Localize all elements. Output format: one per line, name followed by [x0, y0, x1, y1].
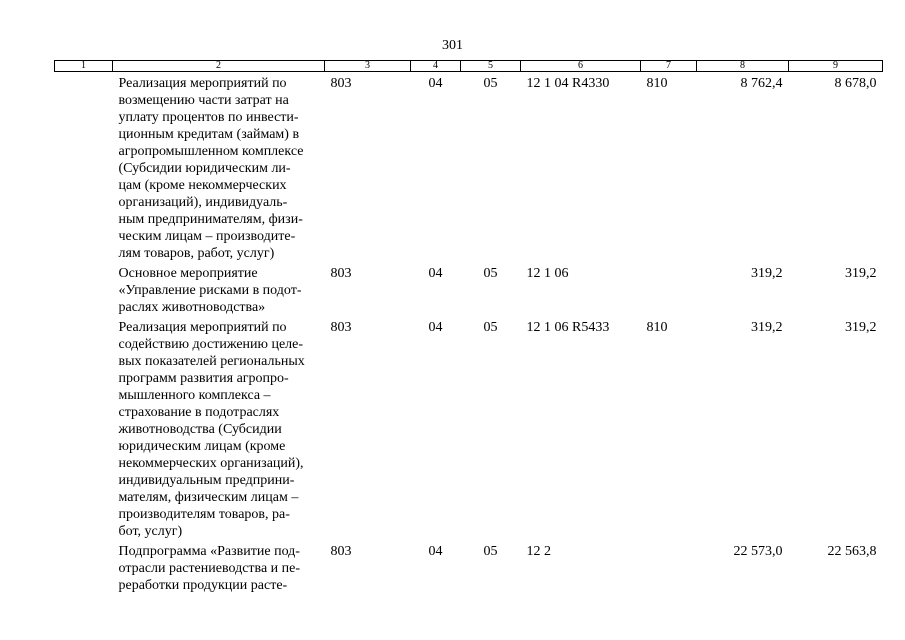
- subsection-code-cell: 05: [483, 320, 498, 335]
- column-header-4: 4: [411, 61, 461, 72]
- amount-1-cell: 319,2: [751, 266, 783, 281]
- item-name-line: уплату процентов по инвести-: [118, 110, 299, 125]
- table-row: [55, 540, 883, 594]
- item-name-line: цам (кроме некоммерческих: [118, 178, 287, 193]
- table-row: [55, 72, 883, 263]
- item-name-line: возмещению части затрат на: [118, 93, 289, 108]
- budget-table: [54, 60, 883, 594]
- column-header-5: 5: [461, 61, 521, 72]
- column-header-2: 2: [113, 61, 325, 72]
- ministry-code-cell: 803: [330, 544, 352, 559]
- expense-type-cell: 810: [646, 320, 668, 335]
- item-name-line: лям товаров, работ, услуг): [118, 246, 275, 261]
- item-name-line: (Субсидии юридическим ли-: [118, 161, 291, 176]
- table-row: [55, 262, 883, 316]
- item-name-line: ным предпринимателям, физи-: [118, 212, 303, 227]
- ministry-code-cell: 803: [330, 76, 352, 91]
- item-name-line: агропромышленном комплексе: [118, 144, 304, 159]
- item-name-cell: [113, 262, 325, 316]
- row-number-cell: [55, 262, 113, 316]
- row-number-cell: [55, 540, 113, 594]
- item-name-line: раслях животноводства»: [118, 300, 266, 315]
- item-name-line: содействию достижению целе-: [118, 337, 304, 352]
- item-name-line: ческим лицам – производите-: [118, 229, 296, 244]
- item-name-line: программ развития агропро-: [118, 371, 289, 386]
- expense-type-cell: [641, 262, 697, 316]
- amount-2-cell: 8 678,0: [834, 76, 877, 91]
- item-name-line: бот, услуг): [118, 524, 183, 539]
- section-code-cell: 04: [428, 320, 443, 335]
- item-name-line: индивидуальным предприни-: [118, 473, 295, 488]
- column-header-9: 9: [789, 61, 883, 72]
- item-name-line: производителям товаров, ра-: [118, 507, 290, 522]
- item-name-line: юридическим лицам (кроме: [118, 439, 286, 454]
- column-header-7: 7: [641, 61, 697, 72]
- ministry-code-cell: 803: [330, 266, 352, 281]
- item-name-line: мышленного комплекса –: [118, 388, 271, 403]
- subsection-code-cell: 05: [483, 76, 498, 91]
- subsection-code-cell: 05: [483, 266, 498, 281]
- item-name-line: ционным кредитам (займам) в: [118, 127, 300, 142]
- amount-1-cell: 22 573,0: [733, 544, 783, 559]
- item-name-cell: [113, 540, 325, 594]
- target-article-cell: 12 2: [526, 544, 551, 559]
- section-code-cell: 04: [428, 266, 443, 281]
- amount-2-cell: 319,2: [845, 320, 877, 335]
- item-name-cell: [113, 72, 325, 263]
- item-name-line: Реализация мероприятий по: [118, 76, 287, 91]
- target-article-cell: 12 1 04 R4330: [526, 76, 610, 91]
- item-name-line: животноводства (Субсидии: [118, 422, 282, 437]
- expense-type-cell: 810: [646, 76, 668, 91]
- table-row: [55, 316, 883, 540]
- item-name-line: Реализация мероприятий по: [118, 320, 287, 335]
- item-name-line: вых показателей региональных: [118, 354, 305, 369]
- item-name-line: Подпрограмма «Развитие под-: [118, 544, 300, 559]
- amount-1-cell: 319,2: [751, 320, 783, 335]
- item-name-line: Основное мероприятие: [118, 266, 258, 281]
- item-name-line: мателям, физическим лицам –: [118, 490, 299, 505]
- amount-2-cell: 22 563,8: [827, 544, 877, 559]
- target-article-cell: 12 1 06: [526, 266, 569, 281]
- item-name-line: организаций), индивидуаль-: [118, 195, 288, 210]
- amount-2-cell: 319,2: [845, 266, 877, 281]
- subsection-code-cell: 05: [483, 544, 498, 559]
- page-number: 301: [442, 38, 463, 53]
- item-name-line: страхование в подотраслях: [118, 405, 280, 420]
- section-code-cell: 04: [428, 544, 443, 559]
- column-header-1: 1: [55, 61, 113, 72]
- target-article-cell: 12 1 06 R5433: [526, 320, 610, 335]
- row-number-cell: [55, 316, 113, 540]
- item-name-line: реработки продукции расте-: [118, 578, 288, 593]
- row-number-cell: [55, 72, 113, 263]
- column-header-8: 8: [697, 61, 789, 72]
- section-code-cell: 04: [428, 76, 443, 91]
- column-header-row: [55, 61, 883, 72]
- item-name-line: «Управление рисками в подот-: [118, 283, 302, 298]
- item-name-line: некоммерческих организаций),: [118, 456, 304, 471]
- amount-1-cell: 8 762,4: [740, 76, 783, 91]
- column-header-6: 6: [521, 61, 641, 72]
- expense-type-cell: [641, 540, 697, 594]
- ministry-code-cell: 803: [330, 320, 352, 335]
- item-name-cell: [113, 316, 325, 540]
- item-name-line: отрасли растениеводства и пе-: [118, 561, 301, 576]
- column-header-3: 3: [325, 61, 411, 72]
